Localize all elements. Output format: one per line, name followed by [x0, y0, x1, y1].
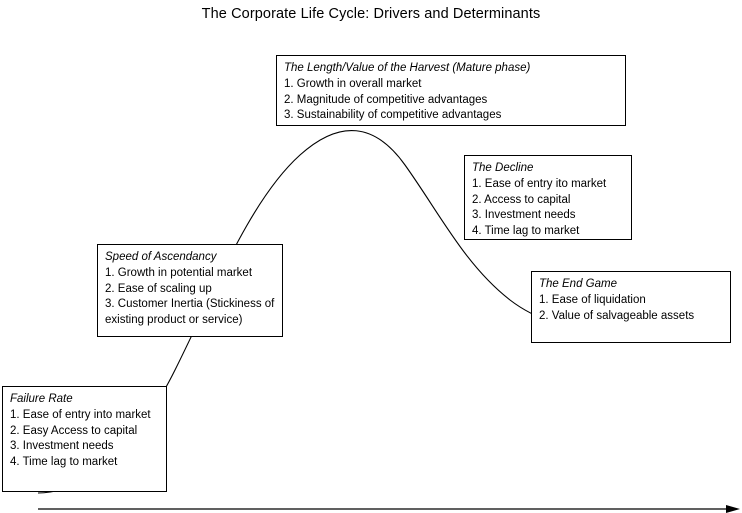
callout-title: The Decline — [472, 162, 534, 174]
page-title: The Corporate Life Cycle: Drivers and Determinants — [201, 6, 541, 22]
callout-title: Failure Rate — [10, 393, 73, 405]
callout-item: 4. Time lag to market — [472, 224, 580, 237]
callout-item: 4. Time lag to market — [10, 455, 118, 468]
callout-title: The Length/Value of the Harvest (Mature phase) — [284, 62, 531, 74]
callout-item: 1. Growth in potential market — [105, 267, 253, 279]
callout-box-speed-of-ascendancy — [97, 244, 283, 337]
time-axis-arrowhead — [726, 505, 740, 513]
callout-item: 3. Investment needs — [10, 440, 114, 452]
callout-box-failure-rate — [2, 386, 167, 492]
callout-item: 2. Easy Access to capital — [10, 424, 138, 437]
callout-title: Speed of Ascendancy — [105, 251, 217, 263]
callout-item: 2. Access to capital — [472, 193, 571, 206]
callout-box-end-game — [531, 271, 731, 343]
callout-item: 3. Customer Inertia (Stickiness of existing product or service) — [105, 298, 275, 326]
callout-item: 1. Ease of liquidation — [539, 294, 646, 306]
callout-item: 2. Ease of scaling up — [105, 282, 212, 295]
callout-title: The End Game — [539, 278, 617, 290]
callout-item: 3. Investment needs — [472, 209, 576, 221]
callout-item: 1. Ease of entry ito market — [472, 178, 607, 190]
callout-item: 1. Growth in overall market — [284, 78, 422, 90]
callout-item: 3. Sustainability of competitive advantages — [284, 109, 502, 121]
callout-item: 1. Ease of entry into market — [10, 409, 151, 421]
callout-box-harvest — [276, 55, 626, 126]
callout-item: 2. Value of salvageable assets — [539, 309, 695, 322]
callout-box-decline — [464, 155, 632, 240]
callout-item: 2. Magnitude of competitive advantages — [284, 93, 488, 106]
